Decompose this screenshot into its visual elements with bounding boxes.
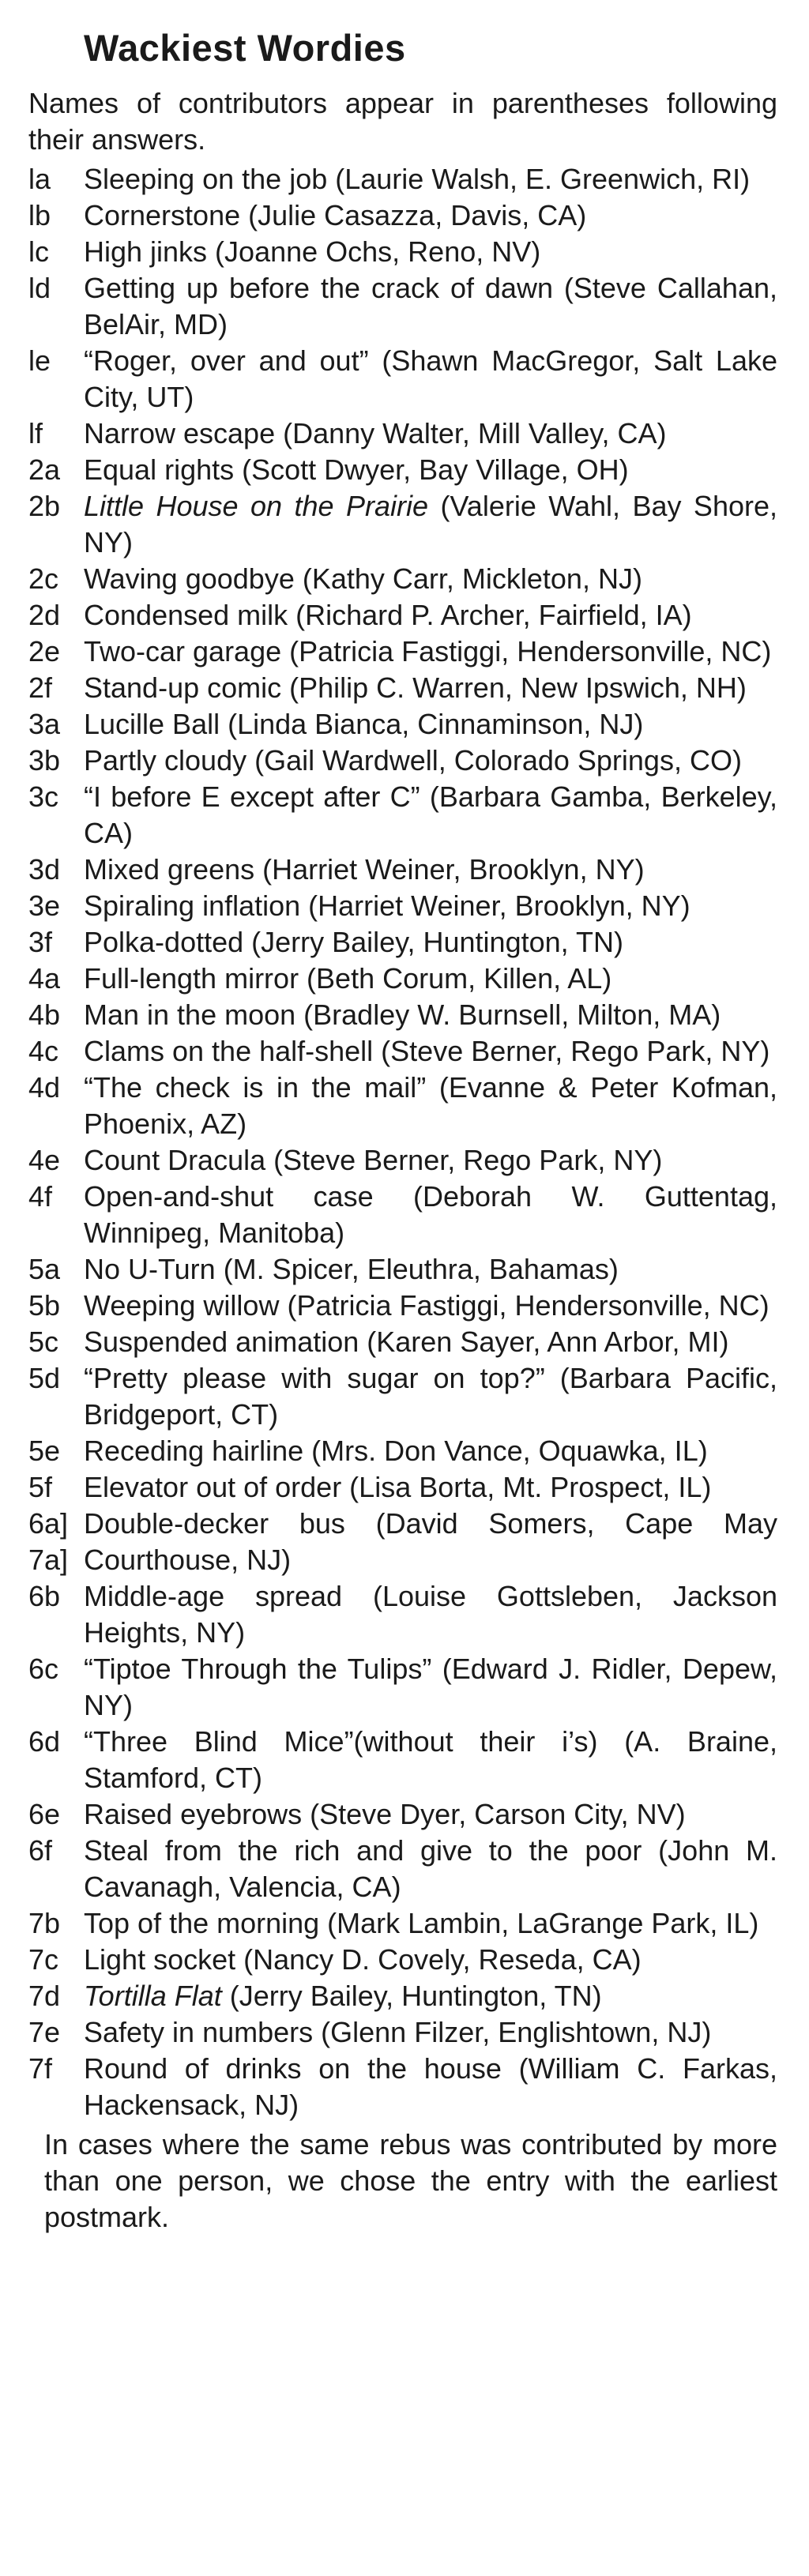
entry-number: 5c — [28, 1326, 59, 1358]
entry-number: 4e — [28, 1144, 61, 1176]
entry-answer-text: Double-decker bus (David Somers, Cape May Courthouse, NJ) — [84, 1507, 777, 1576]
entry-number: le — [28, 344, 51, 377]
entry-answer — [84, 561, 777, 597]
entry-answer-text: Suspended animation (Karen Sayer, Ann Arbor, MI) — [84, 1326, 729, 1358]
entry-number: 6d — [28, 1725, 61, 1758]
entry-answer — [84, 1469, 777, 1506]
entry-number: 3d — [28, 853, 61, 886]
list-item — [28, 1251, 787, 1288]
list-item — [28, 1360, 787, 1433]
entry-answer — [84, 1360, 777, 1433]
entry-answer — [84, 634, 777, 670]
entry-answer-text: “Pretty please with sugar on top?” (Barbara Pacific, Bridgeport, CT) — [84, 1362, 777, 1431]
entry-answer-text: Raised eyebrows (Steve Dyer, Carson City, NV) — [84, 1798, 686, 1830]
entry-number: 6a] 7a] — [28, 1507, 69, 1576]
list-item — [28, 161, 787, 197]
entry-answer-text: Full-length mirror (Beth Corum, Killen, AL) — [84, 962, 612, 995]
entry-answer — [84, 1324, 777, 1360]
entry-answer-text: Narrow escape (Danny Walter, Mill Valley, CA) — [84, 417, 667, 449]
entry-answer — [84, 1724, 777, 1796]
entry-answer-text: Polka-dotted (Jerry Bailey, Huntington, TN) — [84, 926, 623, 958]
entry-answer-text: Light socket (Nancy D. Covely, Reseda, CA) — [84, 1943, 642, 1976]
entry-answer-text: Lucille Ball (Linda Bianca, Cinnaminson, NJ) — [84, 708, 644, 740]
list-item — [28, 1179, 787, 1251]
entry-number: ld — [28, 272, 51, 304]
entry-answer — [84, 1142, 777, 1179]
entry-answer-text: Getting up before the crack of dawn (Steve Callahan, BelAir, MD) — [84, 272, 777, 340]
entry-number: lb — [28, 199, 51, 231]
entry-number: 4d — [28, 1071, 61, 1104]
entry-answer-text: Spiraling inflation (Harriet Weiner, Brooklyn, NY) — [84, 889, 690, 922]
entry-answer-text: Man in the moon (Bradley W. Burnsell, Milton, MA) — [84, 998, 721, 1031]
entry-number: 6e — [28, 1798, 61, 1830]
entry-answer-text: Condensed milk (Richard P. Archer, Fairfield, IA) — [84, 599, 692, 631]
answer-list — [28, 161, 787, 2123]
list-item — [28, 452, 787, 488]
list-item — [28, 1469, 787, 1506]
entry-answer — [84, 743, 777, 779]
list-item — [28, 706, 787, 743]
entry-answer-text: Safety in numbers (Glenn Filzer, Englishtown, NJ) — [84, 2016, 712, 2048]
entry-answer — [84, 270, 777, 343]
entry-answer — [84, 997, 777, 1033]
entry-number: 6c — [28, 1653, 59, 1685]
list-item — [28, 343, 787, 416]
entry-answer — [84, 1033, 777, 1070]
list-item — [28, 1796, 787, 1833]
page-title: Wackiest Wordies — [84, 27, 406, 69]
entry-number: 5b — [28, 1289, 61, 1322]
list-item — [28, 2051, 787, 2123]
entry-answer — [84, 416, 777, 452]
entry-answer — [84, 924, 777, 961]
entry-number: 4f — [28, 1180, 53, 1213]
entry-answer — [84, 197, 777, 234]
list-item — [28, 1070, 787, 1142]
list-item — [28, 1033, 787, 1070]
entry-answer — [84, 234, 777, 270]
entry-number: 2c — [28, 562, 59, 595]
entry-answer-text: Mixed greens (Harriet Weiner, Brooklyn, NY) — [84, 853, 645, 886]
entry-answer — [84, 779, 777, 852]
entry-number: la — [28, 163, 51, 195]
list-item — [28, 1506, 787, 1578]
entry-answer-text: Round of drinks on the house (William C. Farkas, Hackensack, NJ) — [84, 2052, 777, 2121]
entry-number: 2b — [28, 490, 61, 522]
entry-title-italic: Tortilla Flat — [84, 1980, 222, 2012]
entry-number: 2f — [28, 671, 53, 704]
entry-number: 3a — [28, 708, 61, 740]
list-item — [28, 1905, 787, 1942]
list-item — [28, 961, 787, 997]
entry-answer — [84, 1651, 777, 1724]
list-item — [28, 488, 787, 561]
entry-number: 4c — [28, 1035, 59, 1067]
entry-answer-text: Weeping willow (Patricia Fastiggi, Hendersonville, NC) — [84, 1289, 769, 1322]
entry-answer-text: No U-Turn (M. Spicer, Eleuthra, Bahamas) — [84, 1253, 619, 1285]
entry-answer-text: Middle-age spread (Louise Gottsleben, Jackson Heights, NY) — [84, 1580, 777, 1649]
entry-answer — [84, 1179, 777, 1251]
entry-answer — [84, 1833, 777, 1905]
entry-answer — [84, 1578, 777, 1651]
entry-answer — [84, 852, 777, 888]
list-item — [28, 1324, 787, 1360]
entry-answer — [84, 1978, 777, 2014]
list-item — [28, 1978, 787, 2014]
entry-answer — [84, 1796, 777, 1833]
entry-number: lc — [28, 235, 49, 268]
entry-answer — [84, 2014, 777, 2051]
entry-answer — [84, 1288, 777, 1324]
entry-number: 3f — [28, 926, 53, 958]
entry-number: 4a — [28, 962, 61, 995]
list-item — [28, 1651, 787, 1724]
entry-answer-text: Count Dracula (Steve Berner, Rego Park, NY) — [84, 1144, 663, 1176]
list-item — [28, 234, 787, 270]
list-item — [28, 852, 787, 888]
entry-answer-text: Clams on the half-shell (Steve Berner, Rego Park, NY) — [84, 1035, 770, 1067]
entry-answer-text: “Tiptoe Through the Tulips” (Edward J. Ridler, Depew, NY) — [84, 1653, 777, 1721]
entry-answer-text: Cornerstone (Julie Casazza, Davis, CA) — [84, 199, 587, 231]
entry-number: 7b — [28, 1907, 61, 1939]
list-item — [28, 1578, 787, 1651]
entry-number: 7e — [28, 2016, 61, 2048]
closing-note: In cases where the same rebus was contributed by more than one person, we chose the entry with the earliest postmark. — [44, 2128, 777, 2233]
list-item — [28, 997, 787, 1033]
list-item — [28, 416, 787, 452]
entry-number: 2e — [28, 635, 61, 668]
entry-answer — [84, 2051, 777, 2123]
entry-answer — [84, 161, 777, 197]
entry-number: 6b — [28, 1580, 61, 1612]
entry-number: 6f — [28, 1834, 53, 1867]
entry-answer-text: Receding hairline (Mrs. Don Vance, Oquawka, IL) — [84, 1435, 708, 1467]
entry-answer-text: “I before E except after C” (Barbara Gamba, Berkeley, CA) — [84, 780, 777, 849]
entry-answer-text: “Three Blind Mice”(without their i’s) (A. Braine, Stamford, CT) — [84, 1725, 777, 1794]
list-item — [28, 924, 787, 961]
entry-answer — [84, 961, 777, 997]
entry-number: 3b — [28, 744, 61, 777]
list-item — [28, 1288, 787, 1324]
entry-answer — [84, 1506, 777, 1578]
entry-number: 5d — [28, 1362, 61, 1394]
list-item — [28, 561, 787, 597]
entry-answer — [84, 1070, 777, 1142]
list-item — [28, 634, 787, 670]
entry-answer-text: Equal rights (Scott Dwyer, Bay Village, OH) — [84, 453, 629, 486]
entry-number: 4b — [28, 998, 61, 1031]
entry-answer-text: Sleeping on the job (Laurie Walsh, E. Greenwich, RI) — [84, 163, 751, 195]
entry-number: 7c — [28, 1943, 59, 1976]
list-item — [28, 743, 787, 779]
article — [28, 24, 787, 2236]
entry-number: 7f — [28, 2052, 53, 2085]
entry-answer-text: Partly cloudy (Gail Wardwell, Colorado Springs, CO) — [84, 744, 742, 777]
entry-number: 2a — [28, 453, 61, 486]
entry-answer — [84, 343, 777, 416]
entry-number: 5e — [28, 1435, 61, 1467]
list-item — [28, 1942, 787, 1978]
entry-answer — [84, 888, 777, 924]
entry-answer — [84, 706, 777, 743]
entry-answer — [84, 670, 777, 706]
entry-number: 3c — [28, 780, 59, 813]
list-item — [28, 779, 787, 852]
entry-answer-text: “Roger, over and out” (Shawn MacGregor, Salt Lake City, UT) — [84, 344, 777, 413]
entry-number: 5f — [28, 1471, 53, 1503]
entry-number: 3e — [28, 889, 61, 922]
entry-answer-text: Top of the morning (Mark Lambin, LaGrange Park, IL) — [84, 1907, 759, 1939]
entry-number: 7d — [28, 1980, 61, 2012]
list-item — [28, 1142, 787, 1179]
entry-answer-text: Open-and-shut case (Deborah W. Guttentag, Winnipeg, Manitoba) — [84, 1180, 777, 1249]
entry-answer-text: High jinks (Joanne Ochs, Reno, NV) — [84, 235, 541, 268]
list-item — [28, 1433, 787, 1469]
entry-answer — [84, 488, 777, 561]
list-item — [28, 270, 787, 343]
entry-answer-text: (Valerie Wahl, Bay Shore, NY) — [84, 490, 777, 558]
entry-answer — [84, 1905, 777, 1942]
list-item — [28, 2014, 787, 2051]
list-item — [28, 670, 787, 706]
entry-answer-text: “The check is in the mail” (Evanne & Peter Kofman, Phoenix, AZ) — [84, 1071, 777, 1140]
list-item — [28, 1724, 787, 1796]
entry-answer-text: Elevator out of order (Lisa Borta, Mt. Prospect, IL) — [84, 1471, 712, 1503]
entry-answer-text: Waving goodbye (Kathy Carr, Mickleton, NJ) — [84, 562, 642, 595]
list-item — [28, 597, 787, 634]
intro-text: Names of contributors appear in parentheses following their answers. — [28, 87, 777, 156]
entry-answer-text: Steal from the rich and give to the poor (John M. Cavanagh, Valencia, CA) — [84, 1834, 777, 1903]
entry-title-italic: Little House on the Prairie — [84, 490, 429, 522]
entry-number: 5a — [28, 1253, 61, 1285]
entry-answer-text: Two-car garage (Patricia Fastiggi, Hendersonville, NC) — [84, 635, 772, 668]
entry-answer-text: (Jerry Bailey, Huntington, TN) — [221, 1980, 602, 2012]
entry-answer — [84, 597, 777, 634]
entry-number: lf — [28, 417, 43, 449]
entry-answer — [84, 1433, 777, 1469]
entry-answer — [84, 1942, 777, 1978]
entry-number: 2d — [28, 599, 61, 631]
entry-answer — [84, 1251, 777, 1288]
list-item — [28, 197, 787, 234]
list-item — [28, 1833, 787, 1905]
entry-answer-text: Stand-up comic (Philip C. Warren, New Ipswich, NH) — [84, 671, 747, 704]
entry-answer — [84, 452, 777, 488]
list-item — [28, 888, 787, 924]
